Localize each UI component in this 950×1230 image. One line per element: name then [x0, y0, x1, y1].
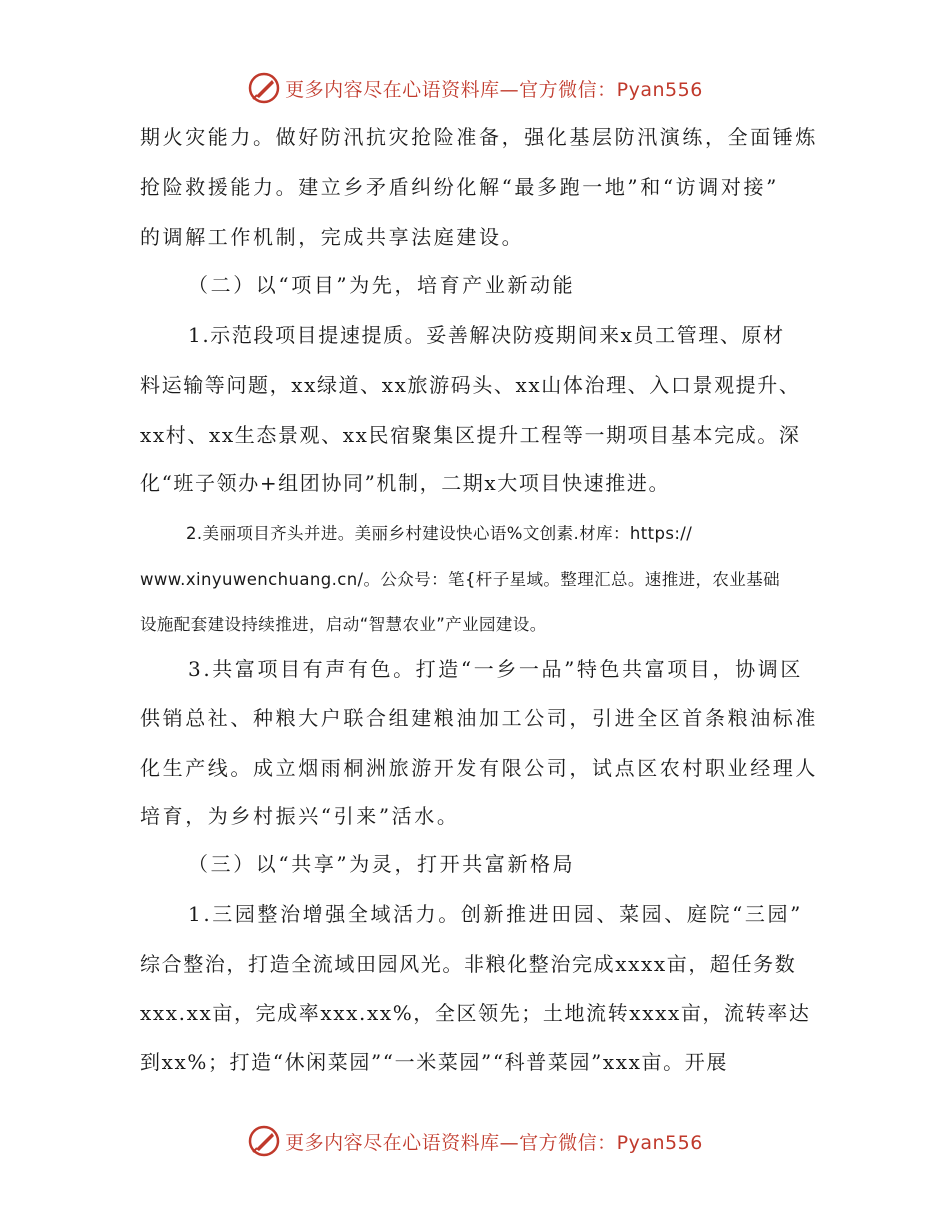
paragraph-line: xxx.xx亩，完成率xxx.xx%，全区领先；土地流转xxxx亩，流转率达 — [140, 1001, 811, 1025]
paragraph-line: 供销总社、种粮大户联合组建粮油加工公司，引进全区首条粮油标准 — [140, 706, 818, 730]
section-heading: （三）以“共享”为灵，打开共富新格局 — [188, 852, 576, 876]
paragraph-line: 抢险救援能力。建立乡矛盾纠纷化解“最多跑一地”和“访调对接” — [140, 175, 779, 199]
section-heading: （二）以“项目”为先，培育产业新动能 — [188, 273, 576, 297]
paragraph-line: www.xinyuwenchuang.cn/。公众号：笔{杆子星域。整理汇总。速推进，农业基础 — [140, 570, 781, 589]
paragraph-line: 的调解工作机制，完成共享法庭建设。 — [140, 225, 525, 249]
paragraph-line: 3.共富项目有声有色。打造“一乡一品”特色共富项目，协调区 — [188, 657, 803, 681]
footer-watermark — [0, 1121, 950, 1161]
paragraph-line: 期火灾能力。做好防汛抗灾抢险准备，强化基层防汛演练，全面锤炼 — [140, 125, 818, 149]
watermark-text: 更多内容尽在心语资料库—官方微信：Pyan556 — [285, 78, 703, 101]
paragraph-line: 料运输等问题，xx绿道、xx旅游码头、xx山体治理、入口景观提升、 — [140, 373, 801, 397]
paragraph-line: 培育，为乡村振兴“引来”活水。 — [140, 804, 460, 828]
watermark-text: 更多内容尽在心语资料库—官方微信：Pyan556 — [285, 1131, 703, 1154]
paragraph-line: 1.示范段项目提速提质。妥善解决防疫期间来x员工管理、原材 — [188, 323, 785, 347]
paragraph-line: 2.美丽项目齐头并进。美丽乡村建设快心语%文创素.材库：https:// — [186, 524, 693, 543]
paragraph-line: xx村、xx生态景观、xx民宿聚集区提升工程等一期项目基本完成。深 — [140, 423, 801, 447]
quill-pen-icon — [247, 1124, 281, 1158]
paragraph-line: 1.三园整治增强全域活力。创新推进田园、菜园、庭院“三园” — [188, 902, 803, 926]
paragraph-line: 化“班子领办+组团协同”机制，二期x大项目快速推进。 — [140, 471, 671, 495]
paragraph-line: 到xx%；打造“休闲菜园”“一米菜园”“科普菜园”xxx亩。开展 — [140, 1050, 728, 1074]
paragraph-line: 设施配套建设持续推进，启动“智慧农业”产业园建设。 — [140, 615, 547, 634]
paragraph-line: 综合整治，打造全流域田园风光。非粮化整治完成xxxx亩，超任务数 — [140, 952, 797, 976]
paragraph-line: 化生产线。成立烟雨桐洲旅游开发有限公司，试点区农村职业经理人 — [140, 756, 818, 780]
